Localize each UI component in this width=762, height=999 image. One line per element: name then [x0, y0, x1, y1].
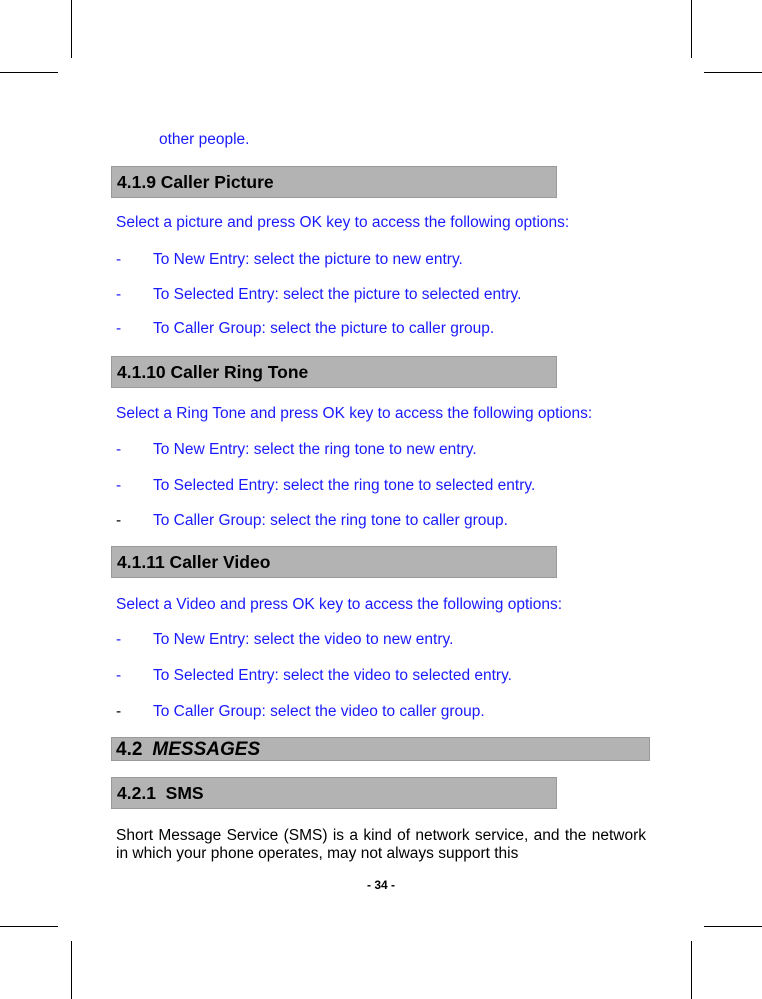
section-heading: 4.1.9 Caller Picture: [111, 166, 557, 198]
chapter-title: MESSAGES: [152, 739, 261, 760]
bullet-dash: -: [116, 667, 122, 684]
bullet-dash: -: [116, 251, 122, 268]
section-heading: 4.1.11 Caller Video: [111, 546, 557, 578]
chapter-heading: [111, 737, 650, 761]
list-item: To Selected Entry: select the video to selected entry.: [153, 667, 512, 684]
page-number: - 34 -: [366, 878, 395, 892]
section-heading: 4.1.10 Caller Ring Tone: [111, 356, 557, 388]
bullet-dash: -: [116, 703, 122, 720]
bullet-dash: -: [116, 441, 122, 458]
bullet-dash: -: [116, 631, 122, 648]
bullet-dash: -: [116, 286, 122, 303]
list-item: To Selected Entry: select the picture to selected entry.: [153, 286, 522, 303]
crop-mark: [704, 72, 762, 73]
crop-mark: [0, 72, 58, 73]
list-item: To Caller Group: select the ring tone to caller group.: [153, 512, 508, 529]
list-item: To New Entry: select the picture to new entry.: [153, 251, 463, 268]
bullet-dash: -: [116, 512, 122, 529]
sms-paragraph: Short Message Service (SMS) is a kind of network service, and the network in which your phone operates, may not always support this: [116, 827, 646, 862]
section-heading: 4.2.1 SMS: [111, 777, 557, 809]
bullet-dash: -: [116, 477, 122, 494]
list-item: To Caller Group: select the picture to caller group.: [153, 320, 495, 337]
continued-text: other people.: [159, 131, 250, 148]
crop-mark: [691, 0, 692, 58]
list-item: To New Entry: select the video to new entry.: [153, 631, 454, 648]
crop-mark: [71, 941, 72, 999]
crop-mark: [704, 926, 762, 927]
crop-mark: [691, 941, 692, 999]
list-item: To Selected Entry: select the ring tone to selected entry.: [153, 477, 536, 494]
section-intro: Select a picture and press OK key to access the following options:: [116, 214, 570, 231]
section-intro: Select a Ring Tone and press OK key to access the following options:: [116, 405, 593, 422]
bullet-dash: -: [116, 320, 122, 337]
list-item: To Caller Group: select the video to caller group.: [153, 703, 485, 720]
section-intro: Select a Video and press OK key to access the following options:: [116, 596, 563, 613]
crop-mark: [0, 926, 58, 927]
crop-mark: [71, 0, 72, 58]
chapter-number: 4.2: [116, 739, 143, 760]
list-item: To New Entry: select the ring tone to new entry.: [153, 441, 477, 458]
